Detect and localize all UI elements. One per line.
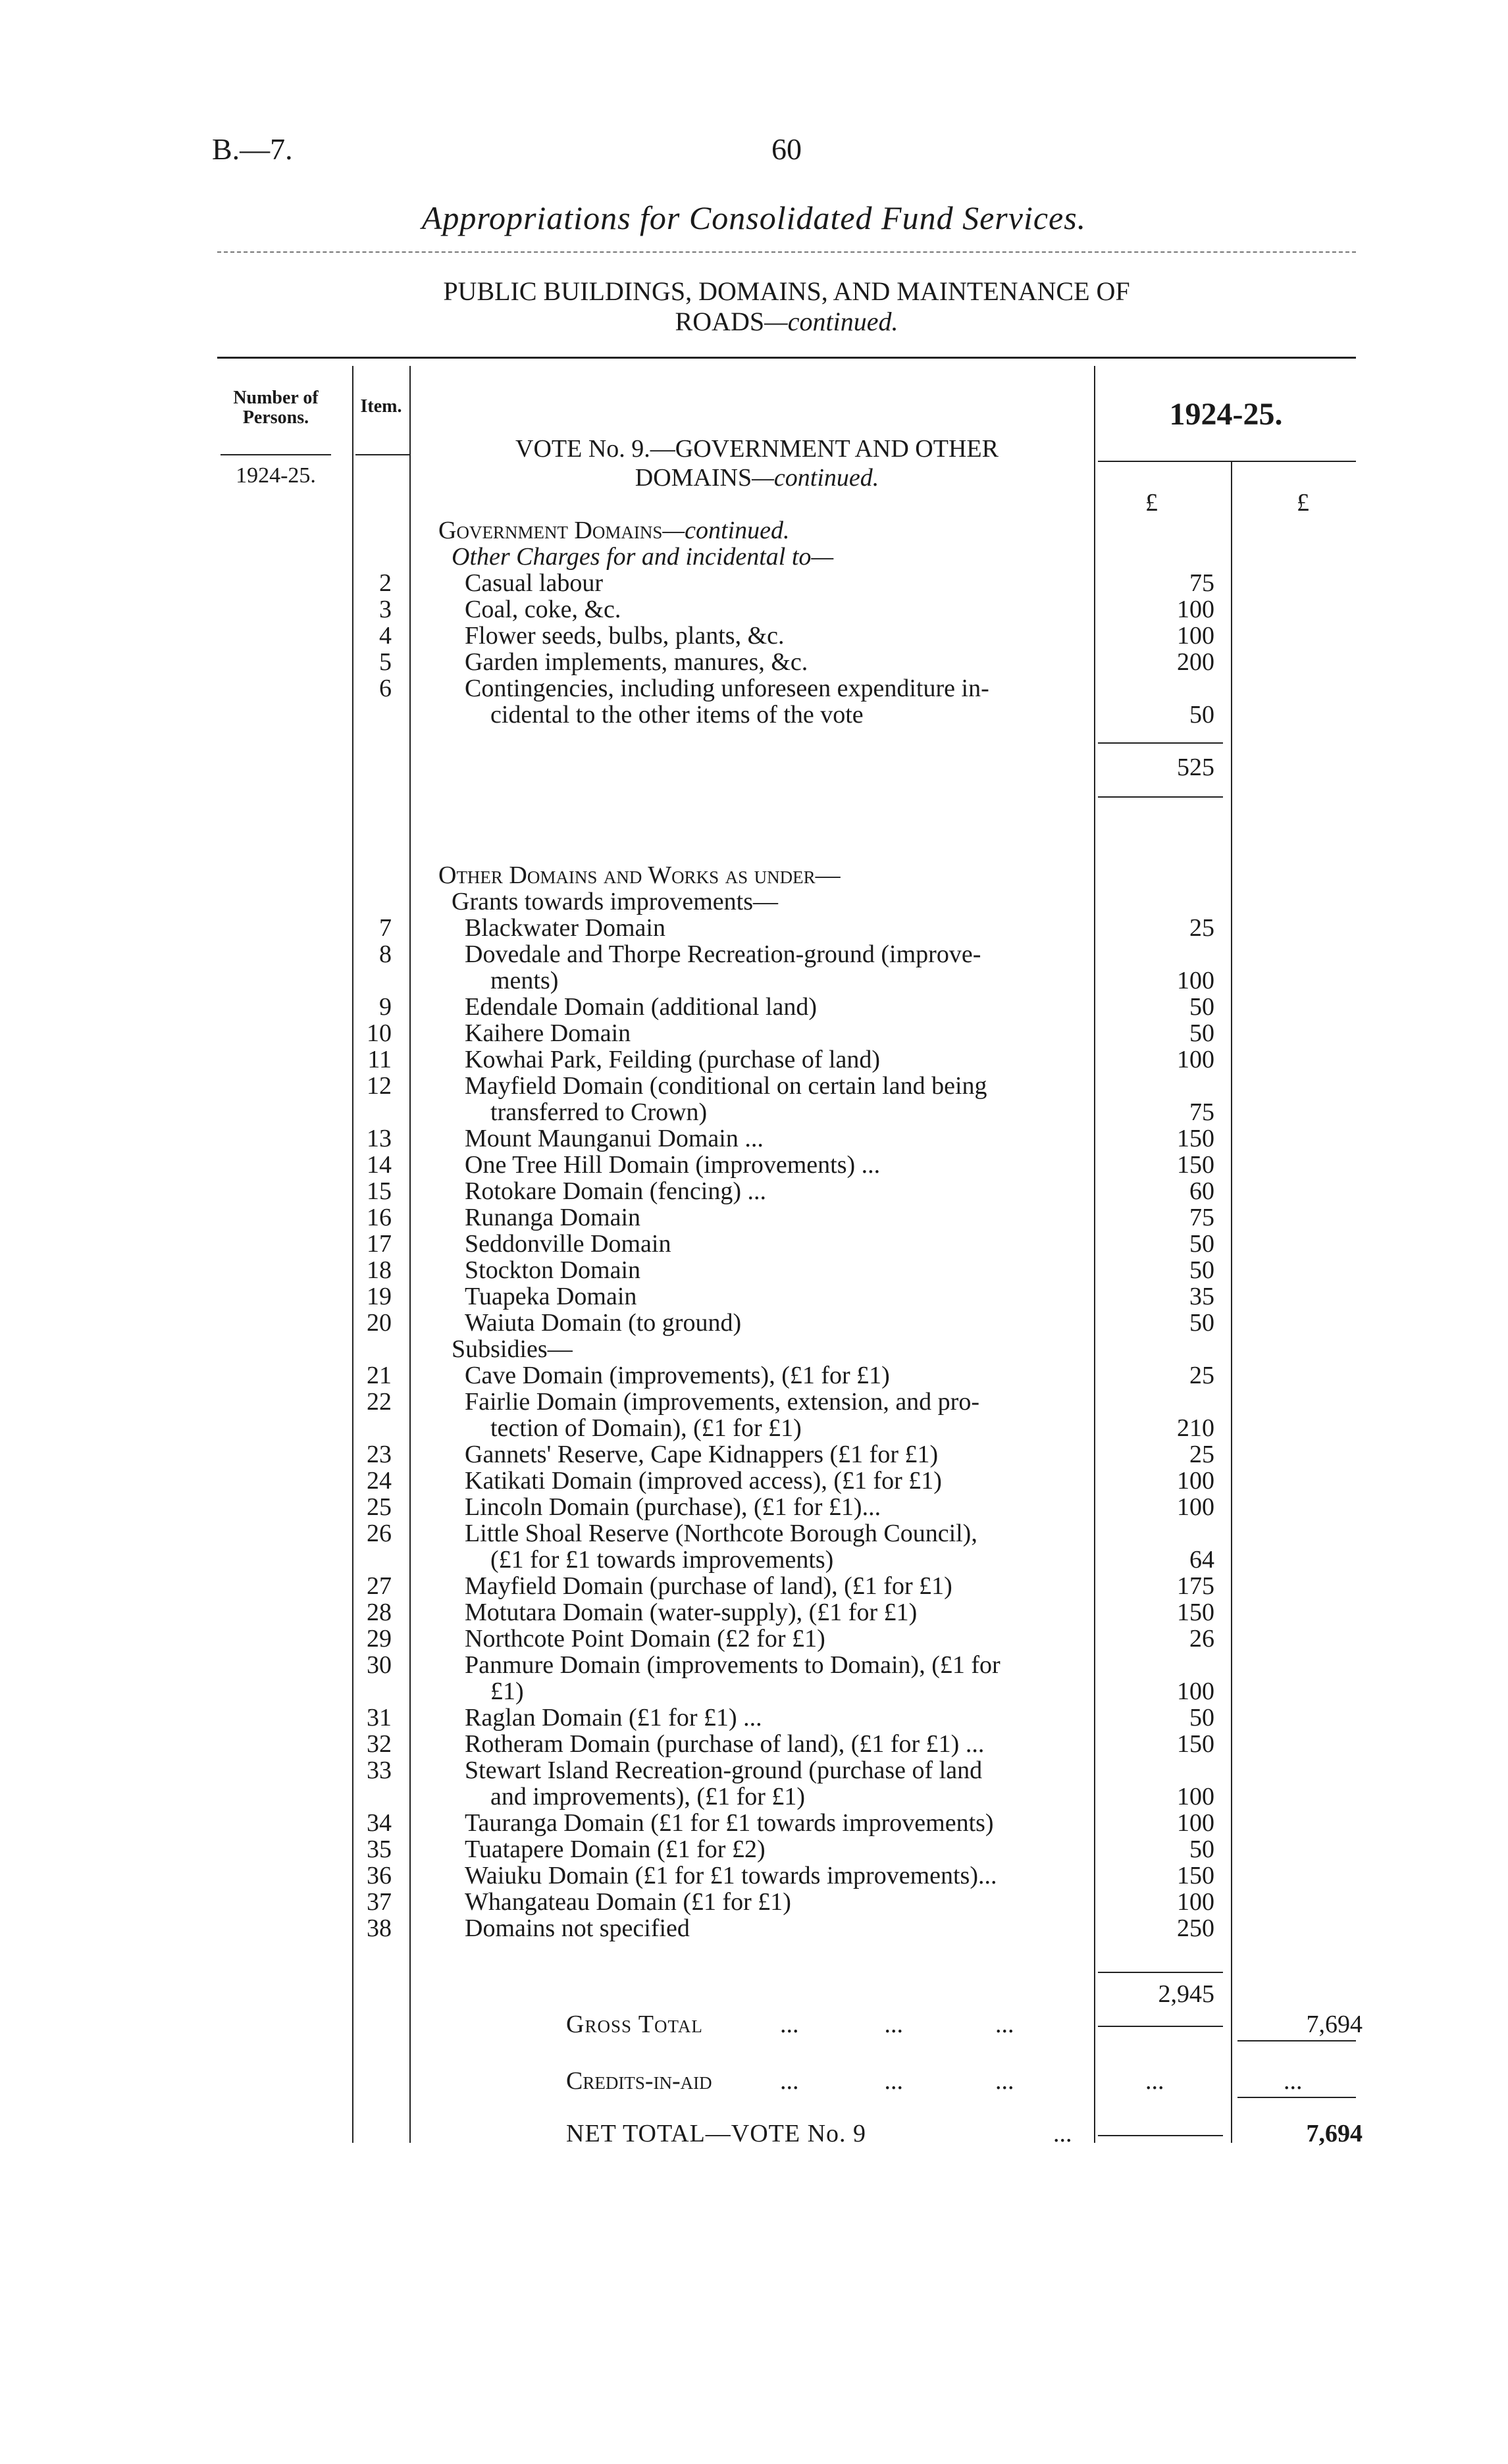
item-number: 34 [367,1809,392,1837]
item-amount: 25 [1189,914,1214,942]
item-amount: 100 [1177,622,1214,650]
list-item [0,1152,1508,1178]
item-number: 37 [367,1888,392,1916]
item-number: 27 [367,1572,392,1600]
list-item [0,1072,1508,1126]
item-amount: 75 [1189,1204,1214,1231]
list-item [0,623,1508,649]
item-description: Seddonville Domain [465,1230,671,1258]
item-amount: 50 [1189,1704,1214,1732]
item-description: Coal, coke, &c. [465,596,621,623]
persons-header-rule [221,454,331,455]
list-item [0,1705,1508,1731]
item-number: 24 [367,1467,392,1495]
credits-rule [1237,2097,1356,2098]
list-item [0,1468,1508,1494]
item-header-rule [355,454,409,455]
table-top-rule [217,357,1356,359]
item-description: tection of Domain), (£1 for £1) [490,1414,802,1442]
item-amount: 210 [1177,1414,1214,1442]
item-number: 6 [379,675,392,702]
item-description: Rotokare Domain (fencing) ... [465,1177,766,1205]
item-description: Garden implements, manures, &c. [465,648,808,676]
item-amount: 50 [1189,1019,1214,1047]
net-total-leaders: ... [1053,2120,1072,2147]
department-line-2: ROADS—continued. [675,307,898,336]
gross-total-label: Gross Total [566,2011,703,2038]
item-amount: 60 [1189,1177,1214,1205]
government-domains-heading: Government Domains—continued. [438,517,790,544]
item-description: Edendale Domain (additional land) [465,993,817,1021]
list-item [0,570,1508,596]
gov-subtotal-rule [1098,742,1223,744]
item-amount: 150 [1177,1862,1214,1889]
pound-sign-items: £ [1145,489,1158,517]
item-number: 22 [367,1388,392,1416]
list-item [0,1257,1508,1283]
item-number: 2 [379,569,392,597]
title-rule [217,251,1356,253]
department-line-1: PUBLIC BUILDINGS, DOMAINS, AND MAINTENANCE OF [443,276,1130,306]
item-amount: 100 [1177,1046,1214,1073]
item-description: Katikati Domain (improved access), (£1 for £1) [465,1467,942,1495]
column-header-persons: Number of Persons. [233,388,319,428]
list-item [0,1310,1508,1336]
item-amount: 100 [1177,1467,1214,1495]
item-number: 33 [367,1757,392,1784]
item-number: 19 [367,1283,392,1310]
item-number: 20 [367,1309,392,1337]
item-description: Domains not specified [465,1914,690,1942]
net-total-value: 7,694 [1306,2120,1363,2147]
list-item [0,1020,1508,1046]
item-description: Panmure Domain (improvements to Domain), (£1 for [465,1651,1001,1679]
item-description: cidental to the other items of the vote [490,701,864,729]
list-item [0,1573,1508,1599]
item-number: 26 [367,1520,392,1547]
list-item [0,1731,1508,1757]
item-description: Motutara Domain (water-supply), (£1 for £1) [465,1599,918,1626]
item-number: 7 [379,914,392,942]
item-amount: 100 [1177,1888,1214,1916]
item-description: Waiuku Domain (£1 for £1 towards improvements)... [465,1862,997,1889]
persons-year: 1924-25. [236,463,316,488]
item-amount: 75 [1189,569,1214,597]
item-description: transferred to Crown) [490,1098,708,1126]
item-number: 11 [367,1046,392,1073]
item-amount: 50 [1189,1230,1214,1258]
page-title: Appropriations for Consolidated Fund Services. [421,199,1087,236]
list-item [0,1757,1508,1810]
credits-leaders: ... ... ... [780,2067,1014,2095]
item-number: 38 [367,1914,392,1942]
credits-in-aid-total: ... [1284,2067,1303,2095]
item-number: 12 [367,1072,392,1100]
item-description: One Tree Hill Domain (improvements) ... [465,1151,881,1179]
item-amount: 75 [1189,1098,1214,1126]
item-amount: 100 [1177,1783,1214,1810]
item-description: Rotheram Domain (purchase of land), (£1 for £1) ... [465,1730,985,1758]
column-header-item: Item. [360,396,402,417]
gross-total-leaders: ... ... ... [780,2011,1014,2038]
item-description: (£1 for £1 towards improvements) [490,1546,834,1574]
item-amount: 50 [1189,1256,1214,1284]
other-subtotal: 2,945 [1158,1980,1214,2008]
item-description: Gannets' Reserve, Cape Kidnappers (£1 for £1) [465,1441,939,1468]
item-amount: 50 [1189,701,1214,729]
item-description: Contingencies, including unforeseen expenditure in- [465,675,989,702]
list-item [0,1388,1508,1442]
list-item [0,1204,1508,1231]
item-description: Mayfield Domain (purchase of land), (£1 for £1) [465,1572,952,1600]
grants-heading: Grants towards improvements— [452,888,779,915]
item-description: Tuapeka Domain [465,1283,637,1310]
item-description: Mayfield Domain (conditional on certain land being [465,1072,987,1100]
year-header-rule [1098,461,1356,462]
item-description: Tauranga Domain (£1 for £1 towards improvements) [465,1809,994,1837]
item-number: 4 [379,622,392,650]
list-item [0,1889,1508,1915]
list-item [0,1915,1508,1941]
item-amount: 150 [1177,1730,1214,1758]
item-description: Stockton Domain [465,1256,641,1284]
list-item [0,1810,1508,1836]
item-number: 13 [367,1125,392,1152]
item-description: Runanga Domain [465,1204,641,1231]
item-description: Casual labour [465,569,604,597]
document-code: B.—7. [212,132,293,166]
item-description: Blackwater Domain [465,914,665,942]
item-number: 25 [367,1493,392,1521]
list-item [0,1231,1508,1257]
gross-total-value: 7,694 [1306,2011,1363,2038]
item-number: 23 [367,1441,392,1468]
item-amount: 64 [1189,1546,1214,1574]
item-description: Tuatapere Domain (£1 for £2) [465,1835,766,1863]
credits-in-aid-items: ... [1145,2067,1164,2095]
other-subtotal-rule [1098,1972,1223,1973]
list-item [0,1178,1508,1204]
list-item [0,1362,1508,1389]
item-description: Flower seeds, bulbs, plants, &c. [465,622,785,650]
item-description: Kaihere Domain [465,1019,631,1047]
item-description: Dovedale and Thorpe Recreation-ground (improve- [465,940,981,968]
gov-subtotal: 525 [1177,754,1214,781]
item-number: 8 [379,940,392,968]
item-number: 9 [379,993,392,1021]
vote-line-1: VOTE No. 9.—GOVERNMENT AND OTHER [515,435,999,463]
item-description: Stewart Island Recreation-ground (purchase of land [465,1757,983,1784]
list-item [0,675,1508,729]
gross-total-value-rule [1237,2040,1356,2041]
list-item [0,1520,1508,1574]
item-number: 31 [367,1704,392,1732]
gross-total-rule [1098,2026,1223,2027]
item-amount: 50 [1189,993,1214,1021]
item-amount: 25 [1189,1362,1214,1389]
item-number: 16 [367,1204,392,1231]
item-number: 30 [367,1651,392,1679]
item-number: 32 [367,1730,392,1758]
subsidies-heading: Subsidies— [452,1335,573,1363]
item-description: Waiuta Domain (to ground) [465,1309,742,1337]
item-number: 3 [379,596,392,623]
item-number: 14 [367,1151,392,1179]
other-charges-heading: Other Charges for and incidental to— [452,543,834,571]
vote-heading [434,434,1079,492]
item-description: Fairlie Domain (improvements, extension, and pro- [465,1388,979,1416]
item-description: Lincoln Domain (purchase), (£1 for £1)... [465,1493,881,1521]
item-description: and improvements), (£1 for £1) [490,1783,806,1810]
list-item [0,1125,1508,1152]
item-number: 35 [367,1835,392,1863]
net-total-label: NET TOTAL—VOTE No. 9 [566,2120,867,2147]
item-amount: 26 [1189,1625,1214,1653]
item-number: 17 [367,1230,392,1258]
item-amount: 50 [1189,1309,1214,1337]
item-number: 21 [367,1362,392,1389]
list-item [0,596,1508,623]
list-item [0,1599,1508,1626]
item-number: 18 [367,1256,392,1284]
vote-line-2: DOMAINS—continued. [635,464,879,492]
item-amount: 100 [1177,596,1214,623]
item-number: 10 [367,1019,392,1047]
item-amount: 100 [1177,967,1214,994]
list-item [0,1441,1508,1468]
department-heading [355,276,1218,337]
list-item [0,1862,1508,1889]
item-description: Cave Domain (improvements), (£1 for £1) [465,1362,890,1389]
item-description: Kowhai Park, Feilding (purchase of land) [465,1046,881,1073]
item-amount: 25 [1189,1441,1214,1468]
list-item [0,1836,1508,1862]
list-item [0,649,1508,675]
item-amount: 100 [1177,1809,1214,1837]
item-amount: 100 [1177,1493,1214,1521]
list-item [0,1046,1508,1073]
item-number: 28 [367,1599,392,1626]
item-number: 29 [367,1625,392,1653]
item-number: 5 [379,648,392,676]
item-description: ments) [490,967,559,994]
item-amount: 200 [1177,648,1214,676]
list-item [0,1494,1508,1520]
item-amount: 50 [1189,1835,1214,1863]
list-item [0,994,1508,1020]
gov-subtotal-rule-bottom [1098,796,1223,798]
list-item [0,915,1508,941]
item-amount: 100 [1177,1678,1214,1705]
other-domains-heading: Other Domains and Works as under— [438,861,841,889]
item-amount: 150 [1177,1599,1214,1626]
item-description: Mount Maunganui Domain ... [465,1125,764,1152]
column-header-year: 1924-25. [1169,397,1283,432]
list-item [0,1283,1508,1310]
credits-in-aid-label: Credits-in-aid [566,2067,712,2095]
item-amount: 35 [1189,1283,1214,1310]
item-amount: 150 [1177,1151,1214,1179]
pound-sign-totals: £ [1297,489,1309,517]
item-description: Whangateau Domain (£1 for £1) [465,1888,791,1916]
item-number: 15 [367,1177,392,1205]
item-description: £1) [490,1678,524,1705]
item-description: Raglan Domain (£1 for £1) ... [465,1704,762,1732]
item-amount: 175 [1177,1572,1214,1600]
item-number: 36 [367,1862,392,1889]
net-total-rule [1098,2135,1223,2136]
item-description: Little Shoal Reserve (Northcote Borough Council), [465,1520,977,1547]
list-item [0,1626,1508,1652]
item-description: Northcote Point Domain (£2 for £1) [465,1625,825,1653]
page-number: 60 [771,132,802,166]
list-item [0,1651,1508,1705]
item-amount: 150 [1177,1125,1214,1152]
list-item [0,940,1508,994]
item-amount: 250 [1177,1914,1214,1942]
